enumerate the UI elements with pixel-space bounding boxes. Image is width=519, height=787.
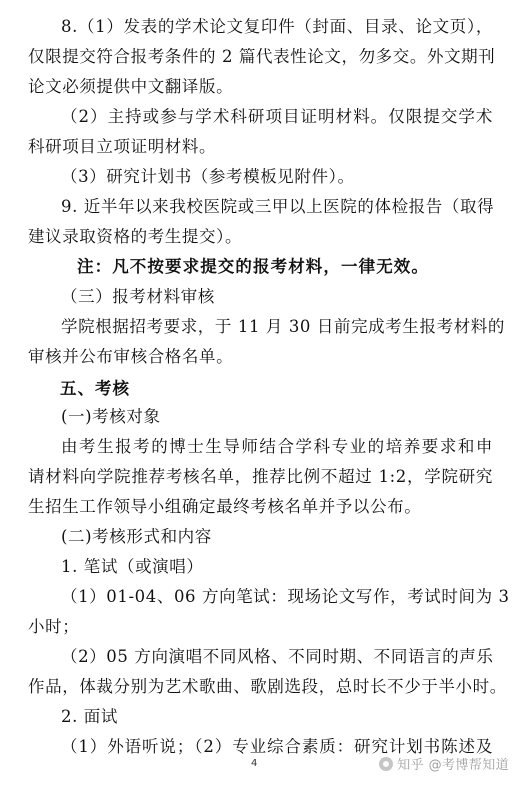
selection-paragraph-line-3: 生招生工作领导小组确定最终考核名单并予以公布。 <box>28 497 422 516</box>
bold-notice: 注：凡不按要求提交的报考材料，一律无效。 <box>77 257 429 276</box>
written-exam-heading: 1. 笔试（或演唱） <box>61 557 204 576</box>
item-9-line-2: 建议录取资格的考生提交）。 <box>28 227 243 246</box>
written-exam-item-1-line-1: （1）01-04、06 方向笔试：现场论文写作，考试时间为 3 <box>61 587 510 606</box>
page-number: 4 <box>251 758 258 769</box>
section-5-heading: 五、考核 <box>60 379 130 398</box>
subsection-2-heading: (二)考核形式和内容 <box>61 527 212 546</box>
section-3-heading: （三）报考材料审核 <box>61 287 215 306</box>
zhihu-logo-icon <box>379 757 393 771</box>
watermark-text: 知乎 @考博帮知道 <box>397 758 509 773</box>
item-8-2-line-1: （2）主持或参与学术科研项目证明材料。仅限提交学术 <box>61 107 493 126</box>
selection-paragraph-line-2: 请材料向学院推荐考核名单，推荐比例不超过 1:2，学院研究 <box>28 467 493 486</box>
review-paragraph-line-1: 学院根据招考要求，于 11 月 30 日前完成考生报考材料的 <box>61 317 505 336</box>
interview-items-line: （1）外语听说；（2）专业综合素质：研究计划书陈述及 <box>61 737 493 756</box>
item-9-line-1: 9. 近半年以来我校医院或三甲以上医院的体检报告（取得 <box>61 197 495 216</box>
written-exam-item-1-line-2: 小时； <box>28 617 80 636</box>
zhihu-watermark <box>379 754 509 773</box>
item-8-line-1: 8.（1）发表的学术论文复印件（封面、目录、论文页）， <box>61 17 493 36</box>
written-exam-item-2-line-1: （2）05 方向演唱不同风格、不同时期、不同语言的声乐 <box>61 647 494 666</box>
item-8-line-2: 仅限提交符合报考条件的 2 篇代表性论文，勿多交。外文期刊 <box>28 47 496 66</box>
interview-heading: 2. 面试 <box>61 707 118 726</box>
review-paragraph-line-2: 审核并公布审核合格名单。 <box>28 347 234 366</box>
selection-paragraph-line-1: 由考生报考的博士生导师结合学科专业的培养要求和申 <box>61 437 493 456</box>
item-8-3: （3）研究计划书（参考模板见附件）。 <box>61 167 355 186</box>
written-exam-item-2-line-2: 作品，体裁分别为艺术歌曲、歌剧选段，总时长不少于半小时。 <box>28 677 507 696</box>
subsection-1-heading: (一)考核对象 <box>61 407 161 426</box>
item-8-line-3: 论文必须提供中文翻译版。 <box>28 77 234 96</box>
item-8-2-line-2: 科研项目立项证明材料。 <box>28 137 217 156</box>
